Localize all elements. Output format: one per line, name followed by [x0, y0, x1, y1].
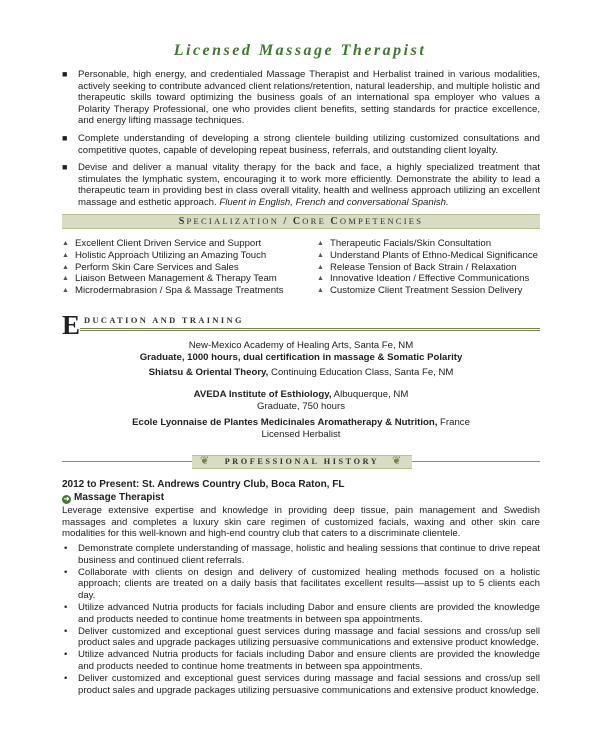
job-title: 2012 to Present: St. Andrews Country Club, Boca Raton, FL: [62, 479, 345, 490]
education-entry: Shiatsu & Oriental Theory, Continuing Education Class, Santa Fe, NM: [148, 367, 454, 378]
job-role: ➜ Massage Therapist: [63, 492, 165, 503]
dot-bullet-icon: •: [64, 601, 68, 613]
education-drop-cap: E: [62, 310, 81, 340]
dot-bullet-icon: •: [64, 673, 68, 685]
education-rule: [80, 328, 540, 329]
language-note: Fluent in English, French and conversational Spanish.: [219, 196, 449, 208]
history-heading-text: PROFESSIONAL HISTORY: [224, 457, 380, 466]
competencies-heading-text: SPECIALIZATION / CORE COMPETENCIES: [178, 216, 424, 227]
competencies-right: [317, 238, 538, 297]
duty-item: • Utilize advanced Nutria products for facials including Dabor and ensure clients are provided the knowledge and products needed to continue home treatments in between spa appointments.: [64, 601, 540, 625]
competency-item: ▲ Holistic Approach Utilizing an Amazing Touch: [62, 249, 267, 261]
resume-title: Licensed Massage Therapist: [173, 42, 427, 59]
education-entry: AVEDA Institute of Esthiology, Albuquerque, NM Graduate, 750 hours: [193, 389, 409, 412]
ornament-right-icon: ❦: [392, 455, 402, 467]
competency-item: ▲ Customize Client Treatment Session Delivery: [317, 285, 523, 297]
competency-item: ▲ Liaison Between Management & Therapy Team: [62, 273, 277, 285]
triangle-bullet-icon: ▲: [62, 240, 69, 247]
competency-item: ▲ Excellent Client Driven Service and Support: [62, 238, 262, 249]
summary-item: ■ Personable, high energy, and credentialed Massage Therapist and Herbalist trained in various modalities, actively seeking to contribute advanced client relations/retention, natural leadership, and multiple holistic and therapeutic skills toward optimizing the business goals of an international spa employer who values a Polarity Therapy Professional, one who provides client benefits, setting standards for practice excellence, and energy lifting massage techniques.: [62, 69, 540, 127]
competency-item: ▲ Microdermabrasion / Spa & Massage Treatments: [62, 285, 284, 297]
square-bullet-icon: ■: [62, 132, 68, 143]
job-description: Leverage extensive expertise and knowledge in providing deep tissue, pain management and Swedish massages and completes a luxury skin care regimen of customized facials, waxing and other skin care modalities for this well-known and high-end country club that caters to a discriminate clientele.: [62, 505, 540, 540]
square-bullet-icon: ■: [62, 69, 68, 79]
competency-item: ▲ Innovative Ideation / Effective Communications: [317, 273, 530, 285]
triangle-bullet-icon: ▲: [62, 263, 69, 271]
triangle-bullet-icon: ▲: [62, 287, 69, 295]
competency-item: ▲ Therapeutic Facials/Skin Consultation: [317, 238, 492, 249]
education-entry: Ecole Lyonnaise de Plantes Medicinales Aromatherapy & Nutrition, France Licensed Herbalist: [132, 417, 470, 440]
arrow-circle-icon: ➜: [63, 496, 70, 503]
education-entry: New-Mexico Academy of Healing Arts, Santa Fe, NM Graduate, 1000 hours, dual certification in massage & Somatic Polarity: [139, 340, 463, 363]
competency-item: ▲ Perform Skin Care Services and Sales: [62, 261, 239, 273]
duty-item: • Deliver customized and exceptional guest services during massage and facial sessions and cross/up sell product sales and upgrade packages utilizing persuasive communications and extensive product knowledge.: [64, 673, 540, 696]
summary-list: [62, 69, 540, 215]
duty-item: • Deliver customized and exceptional guest services during massage and facial sessions and cross/up sell product sales and upgrade packages utilizing persuasive communications and extensive product knowledge.: [64, 625, 540, 649]
education-heading: DUCATION AND TRAINING: [84, 316, 244, 325]
triangle-bullet-icon: ▲: [317, 240, 324, 247]
summary-item: ■ Devise and deliver a manual vitality therapy for the back and face, a highly specialized treatment that stimulates the lymphatic system, encouraging it to work more efficiently. Demonstrate the ability to lead a therapeutic team in providing best in class overall vitality, health and wellness approach utilizing an excellent massage and esthetic approach. Fluent in English, French and conversational Spanish.: [62, 162, 540, 208]
summary-item: ■ Complete understanding of developing a strong clientele building utilizing customized consultations and competitive quotes, capable of developing repeat business, referrals, and outstanding client loyalty.: [62, 132, 540, 156]
square-bullet-icon: ■: [62, 162, 68, 173]
education-rule: [80, 330, 540, 331]
triangle-bullet-icon: ▲: [317, 251, 324, 259]
competencies-heading: [62, 214, 540, 229]
duties-list: [62, 543, 540, 697]
dot-bullet-icon: •: [64, 566, 68, 578]
history-heading: [192, 455, 412, 469]
competency-item: ▲ Release Tension of Back Strain / Relaxation: [317, 261, 517, 273]
ornament-left-icon: ❦: [200, 455, 210, 467]
duty-item: • Utilize advanced Nutria products for facials including Dabor and ensure clients are provided the knowledge and products needed to continue home treatments in between spa appointments.: [64, 649, 540, 672]
triangle-bullet-icon: ▲: [317, 275, 324, 283]
competency-item: ▲ Understand Plants of Ethno-Medical Significance: [317, 249, 538, 261]
competencies-left: [62, 238, 284, 297]
triangle-bullet-icon: ▲: [317, 263, 324, 271]
duty-item: • Demonstrate complete understanding of massage, holistic and healing sessions that continue to drive repeat business and continued client referrals.: [64, 543, 540, 566]
dot-bullet-icon: •: [64, 649, 68, 661]
triangle-bullet-icon: ▲: [317, 287, 324, 295]
duty-item: • Collaborate with clients on design and delivery of customized healing methods focused on a holistic approach; clients are treated on a daily basis that facilitates excellent results—assist up to 5 clients each day.: [64, 566, 540, 601]
dot-bullet-icon: •: [64, 543, 68, 554]
triangle-bullet-icon: ▲: [62, 275, 69, 283]
triangle-bullet-icon: ▲: [62, 251, 69, 259]
dot-bullet-icon: •: [64, 625, 68, 637]
